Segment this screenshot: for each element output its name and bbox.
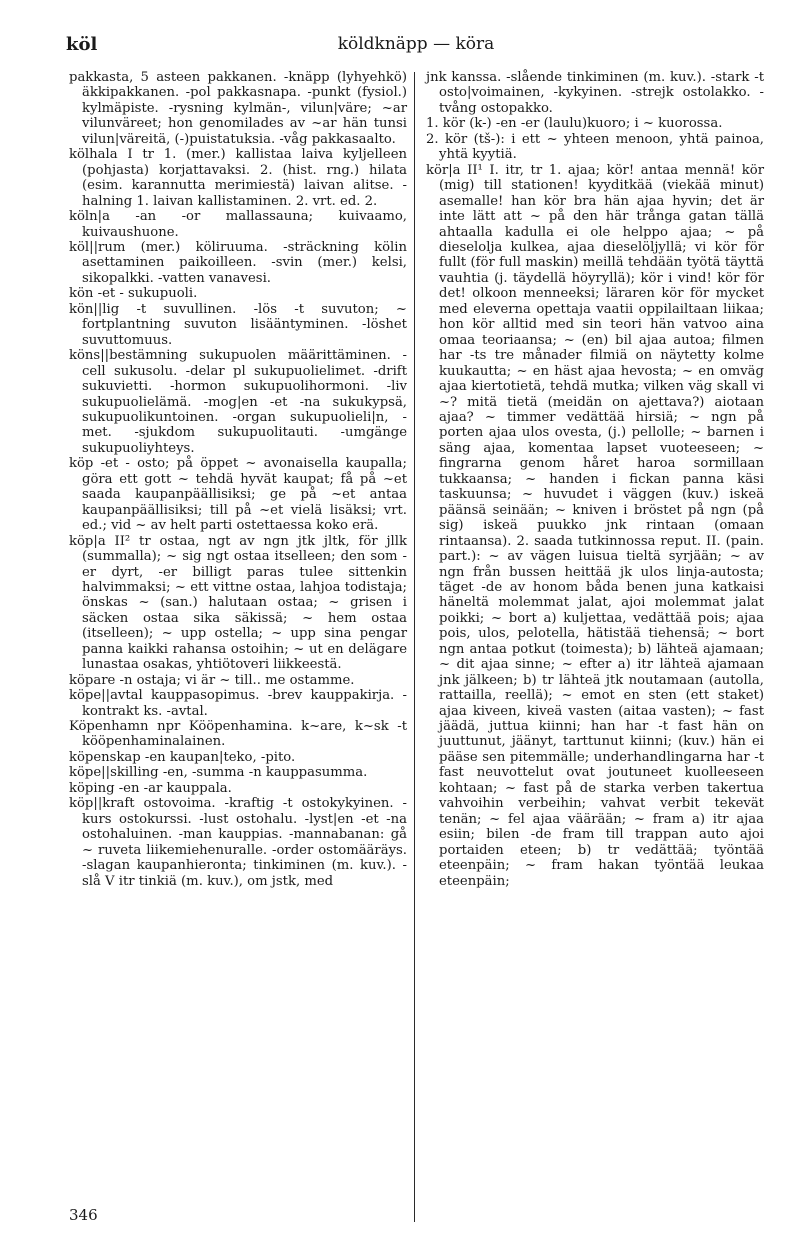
dictionary-entry: Köpenhamn npr Kööpenhamina. k~are, k~sk -t kööpenhaminalainen. bbox=[69, 719, 407, 750]
page-number: 346 bbox=[69, 1206, 98, 1224]
dictionary-entry: kör|a II¹ I. itr, tr 1. ajaa; kör! antaa mennä! kör (mig) till stationen! kyyditkää (viekää minut) asemalle! han kör bra hän ajaa hyvin; det är inte lätt att ~ på den här trånga gatan tällä ahtaalla kadulla ei ole helppo ajaa; ~ på dieselolja kulkea, ajaa dieselöljyllä; vi kör för fullt (för full maskin) meillä tehdään työtä täyttä vauhtia (j. täydellä höyryllä); kör i vind! kör för det! olkoon menneeksi; läraren kör för mycket med eleverna opettaja vaatii oppilailtaan liikaa; hon kör alltid med sin teori hän vatvoo aina omaa teoriaansa; ~ (en) bil ajaa autoa; filmen har -ts tre månader filmiä on näytetty kolme kuukautta; ~ en häst ajaa hevosta; ~ en omväg ajaa kiertotietä, tehdä mutka; vilken väg skall vi ~? mitä tietä (meidän on ajettava?) aiotaan ajaa? ~ timmer vedättää hirsiä; ~ ngn på porten ajaa ulos ovesta, (j.) pellolle; ~ barnen i säng ajaa, komentaa lapset vuoteeseen; ~ fingrarna genom håret haroa sormillaan tukkaansa; ~ handen i fickan panna käsi taskuunsa; ~ huvudet i väggen (kuv.) iskeä päänsä seinään; ~ kniven i bröstet på ngn (på sig) iskeä puukko jnk rintaan (omaan rintaansa). 2. saada tutkinnossa reput. II. (pain. part.): ~ av vägen luisua tieltä syrjään; ~ av ngn från bussen heittää jk ulos linja-autosta; täget -de av honom båda benen juna katkaisi häneltä molemmat jalat, ajoi molemmat jalat poikki; ~ bort a) kuljettaa, vedättää pois; ajaa pois, ulos, pelotella, hätistää tiehensä; ~ bort ngn antaa potkut (toimesta); b) lähteä ajamaan; ~ dit ajaa sinne; ~ efter a) itr lähteä ajamaan jnk jälkeen; b) tr lähteä jtk noutamaan (autolla, rattailla, reellä); ~ emot en sten (ett staket) ajaa kiveen, kiveä vasten (aitaa vasten); ~ fast jäädä, juttua kiinni; han har -t fast hän on juuttunut, jäänyt, tarttunut kiinni; (kuv.) hän ei pääse sen pitemmälle; underhandlingarna har -t fast neuvottelut ovat joutuneet kuolleeseen kohtaan; ~ fast på de starka verben takertua vahvoihin verbeihin; vahvat verbit tekevät tenän; ~ fel ajaa väärään; ~ fram a) itr ajaa esiin; bilen -de fram till trappan auto ajoi portaiden eteen; b) tr vedättää; työntää eteenpäin; ~ fram hakan työntää leukaa eteenpäin; bbox=[426, 162, 764, 889]
dictionary-entry: kön||lig -t suvullinen. -lös -t suvuton; ~ fortplantning suvuton lisääntyminen. -löshet suvuttomuus. bbox=[69, 301, 407, 348]
left-column bbox=[69, 70, 407, 889]
dictionary-entry: köpe||avtal kauppasopimus. -brev kauppakirja. -kontrakt ks. -avtal. bbox=[69, 688, 407, 719]
dictionary-entry: kön -et - sukupuoli. bbox=[69, 286, 198, 302]
dictionary-entry: köpare -n ostaja; vi är ~ till.. me ostamme. bbox=[69, 672, 355, 688]
dictionary-entry: köpenskap -en kaupan|teko, -pito. bbox=[69, 749, 296, 765]
page-range-title: köldknäpp — köra bbox=[337, 34, 495, 54]
dictionary-entry: 1. kör (k-) -en -er (laulu)kuoro; i ~ kuorossa. bbox=[426, 116, 723, 132]
dictionary-entry: köpe||skilling -en, -summa -n kauppasumma. bbox=[69, 765, 368, 781]
guide-word: köl bbox=[66, 34, 98, 55]
dictionary-entry: pakkasta, 5 asteen pakkanen. -knäpp (lyhyehkö) äkkipakkanen. -pol pakkasnapa. -punkt (fysiol.) kylmäpiste. -rysning kylmän-, vilun|väre; ~ar vilunväreet; hon genomilades av ~ar hän tunsi vilun|väreitä, (-)puistatuksia. -våg pakkasaalto. bbox=[69, 70, 407, 147]
column-divider bbox=[414, 72, 415, 1222]
page-header bbox=[66, 28, 766, 58]
dictionary-entry: köp||kraft ostovoima. -kraftig -t ostokykyinen. -kurs ostokurssi. -lust ostohalu. -lyst|en -et -na ostohaluinen. -man kauppias. -mannabanan: gå ~ ruveta liikemiehenuralle. -order ostomääräys. -slagan kaupanhieronta; tinkiminen (m. kuv.). -slå V itr tinkiä (m. kuv.), om jstk, med bbox=[69, 796, 407, 889]
right-column bbox=[426, 70, 764, 889]
dictionary-entry: köns||bestämning sukupuolen määrittäminen. -cell sukusolu. -delar pl sukupuolielimet. -drift sukuvietti. -hormon sukupuolihormoni. -liv sukupuolielämä. -mog|en -et -na sukukypsä, sukupuolikuntoinen. -organ sukupuolieli|n, -met. -sjukdom sukupuolitauti. -umgänge sukupuoliyhteys. bbox=[69, 348, 407, 456]
dictionary-entry: kölhala I tr 1. (mer.) kallistaa laiva kyljelleen (pohjasta) korjattavaksi. 2. (hist. rng.) hilata (esim. karannutta merimiestä) laivan alitse. -halning 1. laivan kallistaminen. 2. vrt. ed. 2. bbox=[69, 147, 407, 209]
dictionary-entry: köp -et - osto; på öppet ~ avonaisella kaupalla; göra ett gott ~ tehdä hyvät kaupat; få på ~et saada kaupanpäällisiksi; ge på ~et antaa kaupanpäällisiksi; till på ~et vielä lisäksi; vrt. ed.; vid ~ av helt parti ostettaessa koko erä. bbox=[69, 456, 407, 534]
dictionary-entry: köl||rum (mer.) köliruuma. -sträckning kölin asettaminen paikoilleen. -svin (mer.) kelsi, sikopalkki. -vatten vanavesi. bbox=[69, 239, 407, 286]
dictionary-entry: köln|a -an -or mallassauna; kuivaamo, kuivaushuone. bbox=[69, 209, 407, 240]
dictionary-entry: köping -en -ar kauppala. bbox=[69, 780, 232, 796]
dictionary-entry: 2. kör (tš-): i ett ~ yhteen menoon, yhtä painoa, yhtä kyytiä. bbox=[426, 131, 764, 163]
dictionary-entry: köp|a II² tr ostaa, ngt av ngn jtk jltk, för jllk (summalla); ~ sig ngt ostaa itselleen; den som -er dyrt, -er billigt paras tulee sittenkin halvimmaksi; ~ ett vittne ostaa, lahjoa todistaja; önskas ~ (san.) halutaan ostaa; ~ grisen i säcken ostaa sika säkissä; ~ hem ostaa (itselleen); ~ upp ostella; ~ upp sina pengar panna kaikki rahansa ostoihin; ~ ut en delägare lunastaa osakas, yhtiötoveri liikkeestä. bbox=[69, 533, 407, 673]
dictionary-entry: jnk kanssa. -slående tinkiminen (m. kuv.). -stark -t osto|voimainen, -kykyinen. -strejk ostolakko. -tvång ostopakko. bbox=[426, 70, 764, 116]
